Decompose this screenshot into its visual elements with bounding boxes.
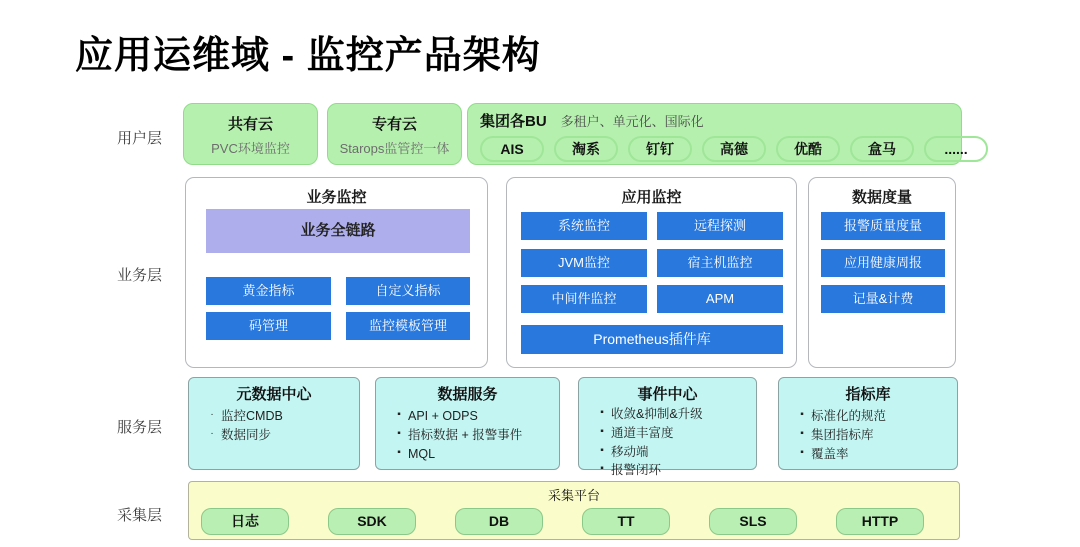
app-monitoring-title: 应用监控 [621, 189, 682, 206]
bullet-marker: ▪ [800, 427, 804, 439]
metric-library-title: 指标库 [845, 386, 891, 403]
full-link-bar: 业务全链路 [206, 209, 470, 253]
bu-chip: 优酷 [776, 136, 840, 162]
bu-chip: ...... [924, 136, 988, 162]
collection-chip: TT [582, 508, 670, 535]
collection-chip: HTTP [836, 508, 924, 535]
metric-button: APM [657, 285, 783, 313]
event-center-card [578, 377, 757, 478]
group-bu-title: 集团各BU [480, 113, 547, 130]
collection-chip-row [201, 508, 959, 535]
metric-library-card [778, 377, 958, 470]
public-cloud-title: 共有云 [227, 116, 273, 133]
bullet-marker: ▪ [600, 425, 604, 437]
list-item [593, 405, 756, 424]
collection-chip: SLS [709, 508, 797, 535]
bu-chip: 钉钉 [628, 136, 692, 162]
business-monitoring-card [185, 177, 488, 368]
list-item-text: 集团指标库 [811, 427, 874, 442]
list-item-text: 标准化的规范 [811, 409, 887, 423]
metric-button: 自定义指标 [346, 277, 470, 305]
bu-chip: 盒马 [850, 136, 914, 162]
list-item [793, 426, 957, 445]
list-item-text: MQL [408, 446, 436, 461]
bullet-marker: ▪ [600, 407, 604, 418]
group-bu-chip-row [480, 136, 968, 162]
metric-library-list [779, 407, 957, 463]
list-item [593, 461, 756, 480]
group-bu-subtitle: 多租户、单元化、国际化 [560, 114, 704, 129]
collection-chip: 日志 [201, 508, 289, 535]
metadata-center-card [188, 377, 360, 470]
bullet-marker: ▪ [397, 427, 401, 439]
bullet-marker: ▪ [397, 446, 401, 458]
list-item-text: 移动端 [611, 444, 649, 459]
bullet-marker: ▪ [600, 463, 604, 475]
metric-button: 黄金指标 [206, 277, 331, 305]
list-item-text: 覆盖率 [811, 446, 849, 461]
bullet-marker: · [210, 427, 214, 439]
metric-button: 监控模板管理 [346, 312, 470, 340]
list-item-text: API + ODPS [408, 409, 478, 423]
business-monitoring-title: 业务监控 [306, 189, 367, 206]
bu-chip: 高德 [702, 136, 766, 162]
metadata-center-list [189, 407, 359, 445]
list-item [793, 407, 957, 426]
metric-button: 记量&计费 [821, 285, 945, 313]
group-bu-card [467, 103, 968, 165]
collection-chip: DB [455, 508, 543, 535]
bu-chip: 淘系 [554, 136, 618, 162]
data-measure-title: 数据度量 [851, 189, 912, 206]
layer-label-collection: 采集层 [117, 507, 163, 524]
data-service-list [376, 407, 559, 463]
prometheus-plugin-button: Prometheus插件库 [521, 325, 783, 354]
layer-label-user: 用户层 [117, 130, 163, 147]
metric-button: JVM监控 [521, 249, 647, 277]
public-cloud-card [183, 103, 318, 165]
data-measure-card [808, 177, 956, 368]
event-center-title: 事件中心 [637, 386, 698, 403]
metric-button: 应用健康周报 [821, 249, 945, 277]
app-monitoring-card [506, 177, 797, 368]
collection-platform-title: 采集平台 [547, 488, 600, 503]
list-item [390, 426, 559, 445]
event-center-list [579, 405, 756, 480]
bullet-marker: · [210, 409, 214, 420]
bu-chip: AIS [480, 136, 544, 162]
data-service-card [375, 377, 560, 470]
bullet-marker: ▪ [800, 409, 804, 420]
bullet-marker: ▪ [397, 409, 401, 420]
private-cloud-title: 专有云 [371, 116, 417, 133]
slide-title: 应用运维域 - 监控产品架构 [75, 35, 541, 77]
list-item [593, 443, 756, 462]
bullet-marker: ▪ [600, 444, 604, 456]
list-item [203, 426, 359, 445]
list-item [793, 445, 957, 464]
list-item-text: 指标数据 + 报警事件 [408, 427, 523, 442]
list-item-text: 监控CMDB [221, 409, 283, 423]
metric-button: 系统监控 [521, 212, 647, 240]
public-cloud-subtitle: PVC环境监控 [211, 141, 290, 156]
private-cloud-subtitle: Starops监管控一体 [339, 141, 450, 156]
metric-button: 中间件监控 [521, 285, 647, 313]
data-service-title: 数据服务 [437, 386, 498, 403]
metadata-center-title: 元数据中心 [236, 386, 312, 403]
bullet-marker: ▪ [800, 446, 804, 458]
metric-button: 宿主机监控 [657, 249, 783, 277]
collection-chip: SDK [328, 508, 416, 535]
metric-button: 码管理 [206, 312, 331, 340]
list-item [390, 445, 559, 464]
layer-label-business: 业务层 [117, 267, 163, 284]
list-item-text: 数据同步 [221, 427, 272, 442]
list-item [593, 424, 756, 443]
metric-button: 报警质量度量 [821, 212, 945, 240]
list-item-text: 报警闭环 [611, 463, 662, 478]
private-cloud-card [327, 103, 462, 165]
list-item-text: 收敛&抑制&升级 [611, 407, 703, 421]
group-bu-header [480, 110, 951, 131]
metric-button: 远程探测 [657, 212, 783, 240]
list-item [203, 407, 359, 426]
layer-label-service: 服务层 [117, 419, 163, 436]
list-item [390, 407, 559, 426]
collection-platform-card [188, 481, 960, 540]
list-item-text: 通道丰富度 [611, 425, 674, 440]
